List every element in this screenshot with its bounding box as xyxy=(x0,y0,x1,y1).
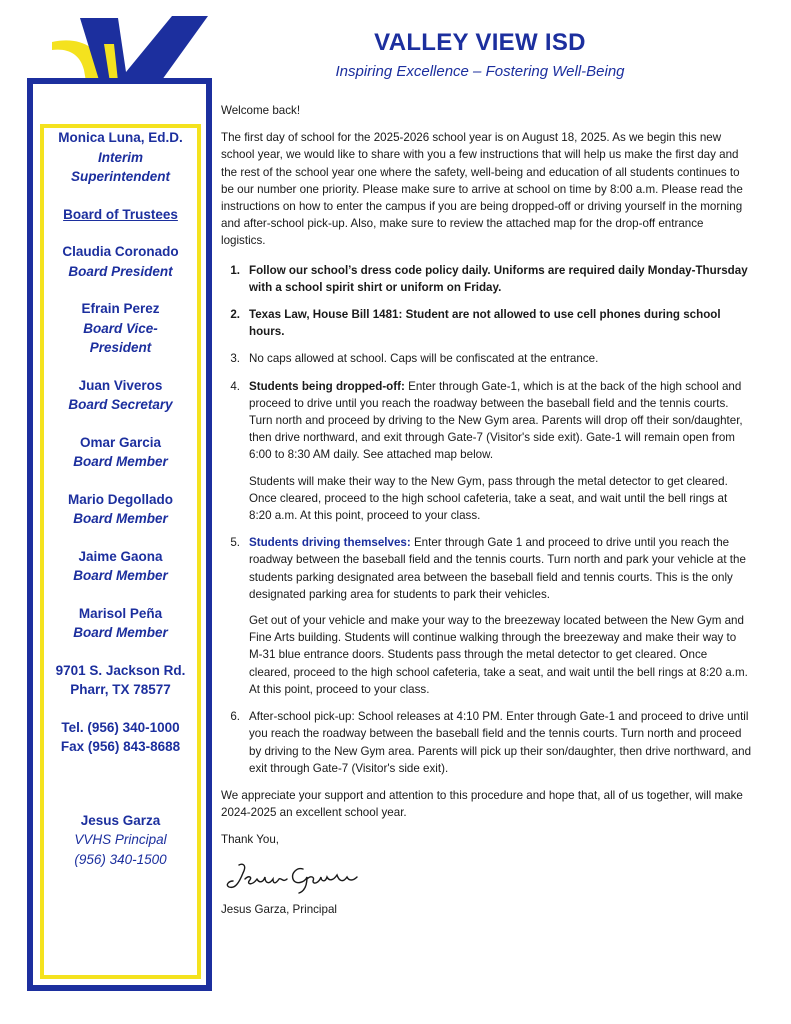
district-tagline: Inspiring Excellence – Fostering Well-Being xyxy=(335,63,625,80)
board-member-name: Omar Garcia xyxy=(79,434,162,450)
sidebar-spacer xyxy=(44,775,197,811)
superintendent-block xyxy=(44,128,197,187)
list-item-subparagraph: Get out of your vehicle and make your way to the breezeway located between the New Gym and Fine Arts building. Students will continue walking through the breezeway and make their way to M-31 blue entrance doors. Students pass through the metal detector to get cleared. Once cleared, proceed to the high school cafeteria, take a seat, and wait until the bell rings at 8:20 a.m. At this point, proceed to your class. xyxy=(249,614,748,696)
board-member xyxy=(44,433,197,472)
board-member-name: Marisol Peña xyxy=(78,605,163,621)
list-item-text: After-school pick-up: School releases at 4:10 PM. Enter through Gate-1 and proceed to drive until you reach the roadway between the baseball field and the tennis courts. Turn north and proceed by driving to the New Gym area. Parents will pick up their son/daughter, then drive northward, and exit through Gate-7 (Visitor's side exit). xyxy=(249,710,752,775)
list-item-lead: Students driving themselves: xyxy=(249,536,411,550)
list-item xyxy=(221,306,751,340)
list-item-text: Enter through Gate-1, which is at the back of the high school and proceed to drive until you reach the roadway between the baseball field and the tennis courts. Turn north and proceed by driving to the New Gym area. Parents will drop off their son/daughter, then drive northward, and exit through Gate-7 (Visitor's side exit). Gate-1 will remain open from 6:00 to 8:30 AM daily. See attached map below. xyxy=(249,379,743,462)
board-member-role: Board Member xyxy=(73,568,168,583)
board-member-name: Efrain Perez xyxy=(81,301,160,316)
list-item-content xyxy=(249,378,751,525)
board-member-role: Board Secretary xyxy=(68,397,173,412)
board-heading-block xyxy=(44,205,197,225)
board-member-role-line2: President xyxy=(89,340,152,355)
board-member xyxy=(44,299,197,358)
board-member-name: Mario Degollado xyxy=(67,491,173,507)
board-member xyxy=(44,490,197,529)
board-member-name: Jaime Gaona xyxy=(78,548,163,564)
letter-body xyxy=(221,102,751,928)
intro-paragraph: The first day of school for the 2025-2026 school year is on August 18, 2025. As we begin this new school year, we would like to share with you a few instructions that will help us make the first day and the rest of the school year one where the safety, well-being and education of all students continues to be our number one priority. Please make sure to arrive at school on time by 8:00 a.m. Please read the instructions on how to enter the campus if you are being dropped-off or driving yourself in the morning and after-school pick-up. Also, make sure to review the attached map for the drop-off entrance logistics. xyxy=(221,131,743,248)
instruction-list xyxy=(221,262,751,777)
address-block xyxy=(44,661,197,700)
district-title: VALLEY VIEW ISD xyxy=(374,29,586,56)
signature-drawing xyxy=(225,859,365,895)
address-line2: Pharr, TX 78577 xyxy=(70,682,171,697)
superintendent-role-line2: Superintendent xyxy=(70,169,170,184)
list-item-content xyxy=(249,534,751,698)
principal-phone: (956) 340-1500 xyxy=(74,851,167,867)
board-member xyxy=(44,604,197,643)
list-item-number: 2. xyxy=(230,308,240,322)
superintendent-name: Monica Luna, Ed.D. xyxy=(58,130,183,145)
list-item-number: 1. xyxy=(230,263,240,277)
board-member xyxy=(44,376,197,415)
list-item-text: Texas Law, House Bill 1481: Student are not allowed to use cell phones during school hours. xyxy=(249,308,721,339)
telephone: Tel. (956) 340-1000 xyxy=(61,719,180,735)
sidebar xyxy=(44,128,197,887)
board-of-trustees-heading: Board of Trustees xyxy=(63,206,178,222)
principal-title: VVHS Principal xyxy=(74,832,167,847)
list-item-paragraph xyxy=(249,534,751,603)
list-item-number: 6. xyxy=(230,710,240,724)
signer-name: Jesus Garza, Principal xyxy=(221,902,337,916)
list-item-text: No caps allowed at school. Caps will be confiscated at the entrance. xyxy=(249,352,599,366)
list-item-number: 5. xyxy=(230,536,240,550)
list-item-text: Enter through Gate 1 and proceed to drive until you reach the roadway between the baseball field and the tennis courts. Turn north and park your vehicle at the students parking designated area between the baseball field and tennis courts. This is the only designated parking area for students to park their vehicles. xyxy=(249,536,746,601)
list-item-number: 4. xyxy=(230,379,240,393)
address-line1: 9701 S. Jackson Rd. xyxy=(55,662,186,678)
board-member-name: Claudia Coronado xyxy=(62,244,179,259)
list-item xyxy=(221,350,751,367)
greeting: Welcome back! xyxy=(221,104,301,117)
closing-paragraph: We appreciate your support and attention to this procedure and hope that, all of us together, will make 2024-2025 an excellent school year. xyxy=(221,788,743,820)
board-member-role-line1: Board Vice- xyxy=(83,320,158,336)
contact-block xyxy=(44,718,197,757)
letterhead xyxy=(280,28,680,83)
list-item-number: 3. xyxy=(230,352,240,366)
fax: Fax (956) 843-8688 xyxy=(60,739,181,754)
board-member xyxy=(44,242,197,281)
list-item-text: Follow our school’s dress code policy daily. Uniforms are required daily Monday-Thursday with a school spirit shirt or uniform on Friday. xyxy=(249,263,748,294)
principal-name: Jesus Garza xyxy=(80,812,161,828)
list-item xyxy=(221,708,751,777)
list-item-subparagraph: Students will make their way to the New Gym, pass through the metal detector to get cleared. Once cleared, proceed to the high school cafeteria, take a seat, and wait until the bell rings at 8:20 a.m. At this point, proceed to your class. xyxy=(249,474,728,523)
board-member-role: Board President xyxy=(68,263,173,279)
thanks-line: Thank You, xyxy=(221,833,280,847)
board-member xyxy=(44,547,197,586)
list-item-lead: Students being dropped-off: xyxy=(249,379,405,393)
list-item xyxy=(221,262,751,296)
board-member-role: Board Member xyxy=(73,454,168,469)
principal-block xyxy=(44,811,197,870)
superintendent-role-line1: Interim xyxy=(97,149,143,165)
list-item xyxy=(221,378,751,525)
board-member-role: Board Member xyxy=(73,511,168,526)
list-item-paragraph xyxy=(249,378,751,464)
list-item xyxy=(221,534,751,698)
board-member-role: Board Member xyxy=(73,625,168,640)
board-member-name: Juan Viveros xyxy=(78,377,163,393)
signature-icon xyxy=(225,859,751,895)
